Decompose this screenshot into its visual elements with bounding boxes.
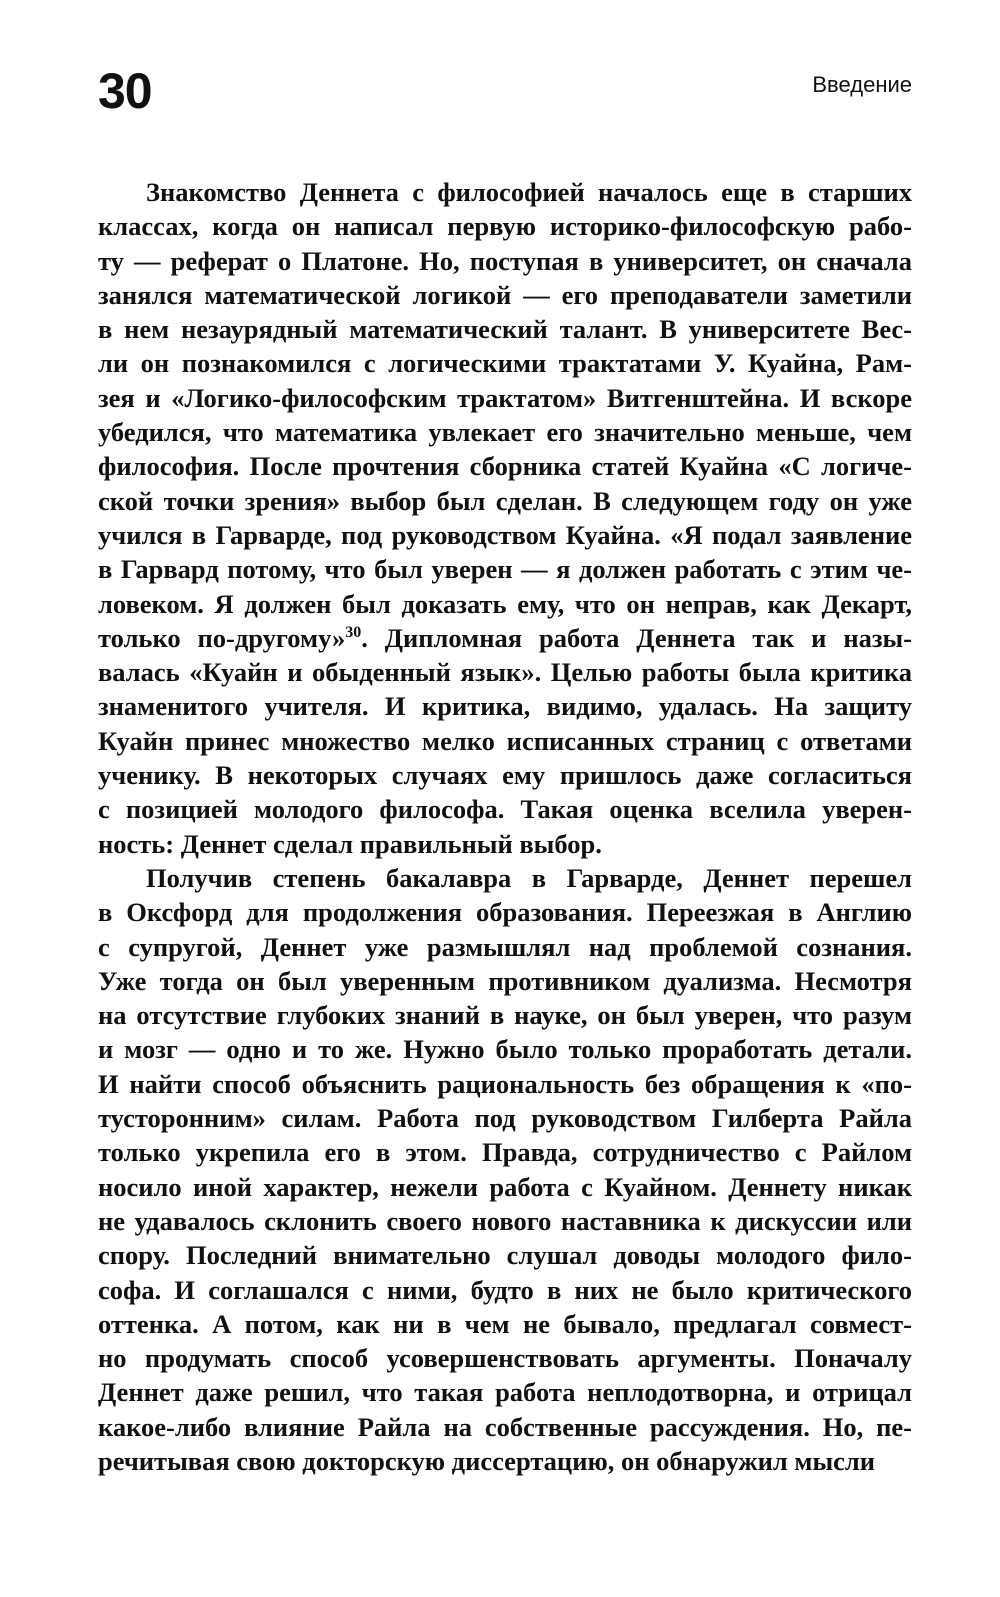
text-line-content: убедился, что математика увлекает его значительно меньше, чем bbox=[98, 417, 912, 448]
text-line-content: в нем незаурядный математический талант. В университете Вес- bbox=[98, 314, 912, 345]
text-line bbox=[98, 518, 912, 552]
text-line bbox=[98, 998, 912, 1032]
text-line bbox=[98, 827, 912, 861]
text-line bbox=[98, 758, 912, 792]
text-line bbox=[98, 930, 912, 964]
text-line-content: валась «Куайн и обыденный язык». Целью работы была критика bbox=[98, 657, 912, 688]
text-line bbox=[98, 1067, 912, 1101]
text-line-content: Знакомство Деннета с философией началось еще в старших bbox=[146, 177, 912, 207]
text-line-content: ученику. В некоторых случаях ему пришлось даже согласиться bbox=[98, 760, 912, 791]
text-line bbox=[98, 689, 912, 723]
text-line bbox=[98, 724, 912, 758]
text-line bbox=[98, 312, 912, 346]
text-line bbox=[98, 621, 912, 655]
text-line-content: тусторонним» силам. Работа под руководством Гилберта Райла bbox=[98, 1103, 912, 1134]
text-line-content: речитывая свою докторскую диссертацию, он обнаружил мысли bbox=[98, 1445, 876, 1476]
text-line-content: ли он познакомился с логическими трактатами У. Куайна, Рам- bbox=[98, 348, 912, 379]
text-line bbox=[98, 861, 912, 895]
paragraph bbox=[98, 175, 912, 861]
text-line-content-after-footnote: . Дипломная работа Деннета так и назы- bbox=[361, 622, 912, 653]
text-line-content: только укрепила его в этом. Правда, сотрудничество с Райлом bbox=[98, 1137, 912, 1168]
text-line-content: в Оксфорд для продолжения образования. Переезжая в Англию bbox=[98, 897, 912, 928]
running-header: Введение bbox=[812, 72, 912, 97]
text-line bbox=[98, 552, 912, 586]
text-line bbox=[98, 587, 912, 621]
text-line-content: классах, когда он написал первую историко-философскую рабо- bbox=[98, 211, 912, 242]
text-line bbox=[98, 1101, 912, 1135]
text-line bbox=[98, 1341, 912, 1375]
text-line-content: Деннет даже решил, что такая работа неплодотворна, и отрицал bbox=[98, 1377, 912, 1408]
text-line-content: зея и «Логико-философским трактатом» Витгенштейна. И вскоре bbox=[98, 382, 912, 413]
text-line-content: ской точки зрения» выбор был сделан. В следующем году он уже bbox=[98, 485, 912, 516]
text-line bbox=[98, 278, 912, 312]
text-line bbox=[98, 449, 912, 483]
text-line bbox=[98, 1204, 912, 1238]
text-line-content: ту — реферат о Платоне. Но, поступая в университет, он сначала bbox=[98, 245, 912, 276]
text-line-content: Получив степень бакалавра в Гарварде, Деннет перешел bbox=[146, 862, 912, 893]
text-line bbox=[98, 175, 912, 209]
text-line bbox=[98, 1375, 912, 1409]
text-line-content: с супругой, Деннет уже размышлял над проблемой сознания. bbox=[98, 931, 912, 962]
text-line-content: занялся математической логикой — его преподаватели заметили bbox=[98, 279, 912, 310]
text-line bbox=[98, 1273, 912, 1307]
text-line bbox=[98, 1238, 912, 1272]
text-line-content: какое-либо влияние Райла на собственные рассуждения. Но, пе- bbox=[98, 1411, 912, 1442]
text-line bbox=[98, 244, 912, 278]
text-line bbox=[98, 1410, 912, 1444]
text-line bbox=[98, 415, 912, 449]
text-line-content: ность: Деннет сделал правильный выбор. bbox=[98, 828, 602, 859]
text-line bbox=[98, 792, 912, 826]
text-line bbox=[98, 1444, 912, 1478]
text-line bbox=[98, 655, 912, 689]
text-line-content: и мозг — одно и то же. Нужно было только проработать детали. bbox=[98, 1034, 912, 1065]
text-line-content: оттенка. А потом, как ни в чем не бывало, предлагал совмест- bbox=[98, 1308, 912, 1339]
text-line bbox=[98, 484, 912, 518]
paragraph bbox=[98, 861, 912, 1478]
body-text bbox=[98, 175, 912, 1478]
text-line-content: И найти способ объяснить рациональность без обращения к «по- bbox=[98, 1068, 912, 1099]
text-line-content: ловеком. Я должен был доказать ему, что он неправ, как Декарт, bbox=[98, 588, 912, 619]
text-line-content: спору. Последний внимательно слушал доводы молодого фило- bbox=[98, 1240, 912, 1271]
text-line-content: носило иной характер, нежели работа с Куайном. Деннету никак bbox=[98, 1171, 912, 1202]
text-line-content: только по-другому» bbox=[98, 622, 346, 653]
text-line-content: но продумать способ усовершенствовать аргументы. Поначалу bbox=[98, 1343, 912, 1374]
text-line bbox=[98, 964, 912, 998]
footnote-marker[interactable]: 30 bbox=[345, 624, 362, 642]
text-line-content: Куайн принес множество мелко исписанных страниц с ответами bbox=[98, 725, 912, 756]
text-line-content: софа. И соглашался с ними, будто в них не было критического bbox=[98, 1274, 912, 1305]
text-line-content: с позицией молодого философа. Такая оценка вселила уверен- bbox=[98, 794, 912, 825]
text-line bbox=[98, 1307, 912, 1341]
text-line bbox=[98, 1170, 912, 1204]
text-line bbox=[98, 1135, 912, 1169]
text-line bbox=[98, 1032, 912, 1066]
page-number: 30 bbox=[98, 63, 152, 119]
text-line-content: философия. После прочтения сборника статей Куайна «С логиче- bbox=[98, 451, 912, 482]
text-line-content: Уже тогда он был уверенным противником дуализма. Несмотря bbox=[98, 965, 912, 996]
text-line-content: на отсутствие глубоких знаний в науке, он был уверен, что разум bbox=[98, 1000, 912, 1031]
text-line bbox=[98, 209, 912, 243]
text-line-content: учился в Гарварде, под руководством Куайна. «Я подал заявление bbox=[98, 519, 912, 550]
text-line-content: не удавалось склонить своего нового наставника к дискуссии или bbox=[98, 1205, 912, 1236]
text-line bbox=[98, 346, 912, 380]
text-line-content: знаменитого учителя. И критика, видимо, удалась. На защиту bbox=[98, 691, 912, 722]
text-line-content: в Гарвард потому, что был уверен — я должен работать с этим че- bbox=[98, 554, 912, 585]
text-line bbox=[98, 381, 912, 415]
text-line bbox=[98, 895, 912, 929]
